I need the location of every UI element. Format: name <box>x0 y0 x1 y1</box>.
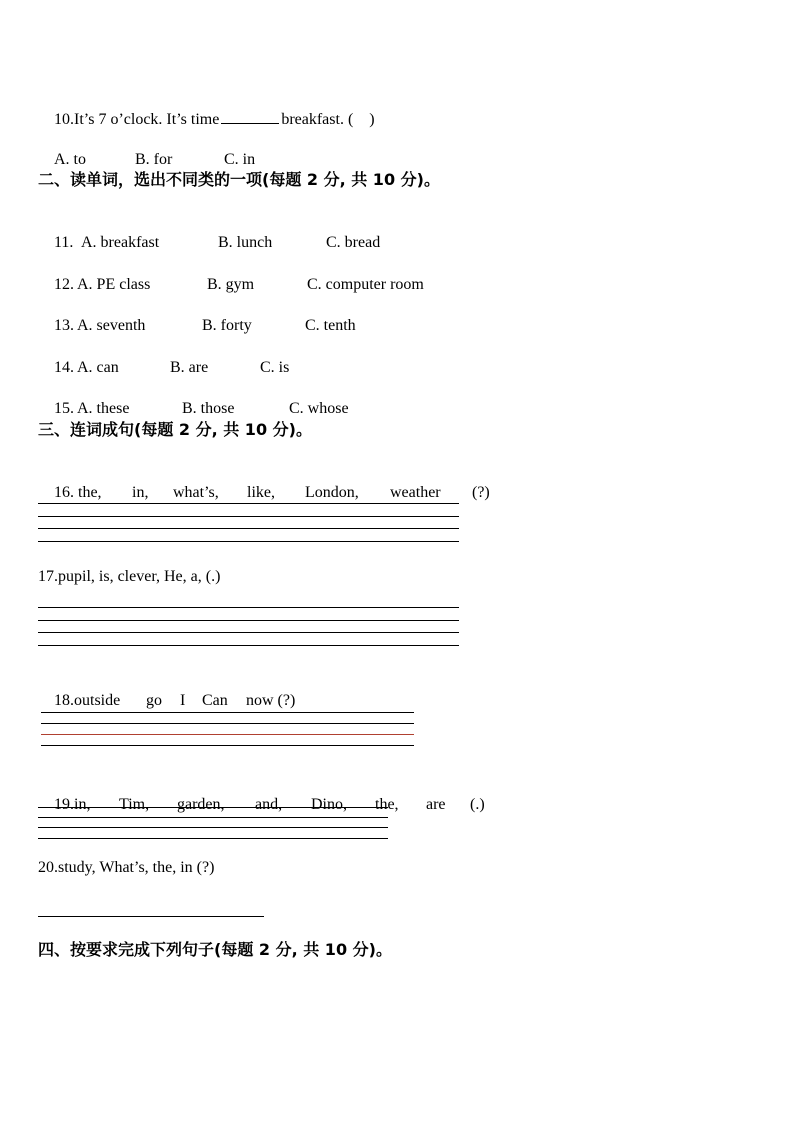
q19-writing-line[interactable] <box>38 817 388 818</box>
q19-word: the, <box>375 796 399 813</box>
q18-word: now (?) <box>246 692 296 709</box>
q10-option-c: C. in <box>224 151 256 168</box>
q18-word: go <box>146 692 162 709</box>
q16-word: in, <box>132 484 149 501</box>
q16-word: like, <box>247 484 275 501</box>
q14-option-c: C. is <box>260 359 290 376</box>
section4-title: 四、按要求完成下列句子(每题 2 分, 共 10 分)。 <box>38 940 392 959</box>
q16-word: London, <box>305 484 359 501</box>
q12-number: 12. <box>54 276 74 293</box>
q16-word: 16. the, <box>54 484 102 501</box>
q18-word: I <box>180 692 186 709</box>
q19-writing-line[interactable] <box>38 807 388 808</box>
q19-word: (.) <box>470 796 485 813</box>
q17-writing-line[interactable] <box>38 620 459 621</box>
q17-writing-line[interactable] <box>38 607 459 608</box>
q13-option-c: C. tenth <box>305 317 356 334</box>
q16-writing-line[interactable] <box>38 541 459 542</box>
q10-answer-blank[interactable] <box>221 108 279 124</box>
q18-writing-line[interactable] <box>41 723 414 724</box>
q11-option-a: A. breakfast <box>81 234 160 251</box>
q13-option-a: A. seventh <box>77 317 146 334</box>
q10-option-a: A. to <box>54 151 86 168</box>
q13-option-b: B. forty <box>202 317 252 334</box>
q17-writing-line[interactable] <box>38 632 459 633</box>
q16-word: (?) <box>472 484 490 501</box>
q19-writing-line[interactable] <box>38 838 388 839</box>
q20-words: 20.study, What’s, the, in (?) <box>38 859 215 876</box>
q11-number: 11. <box>54 234 74 251</box>
q11-option-c: C. bread <box>326 234 381 251</box>
q19-word: Tim, <box>119 796 150 813</box>
section2-title: 二、读单词，选出不同类的一项(每题 2 分, 共 10 分)。 <box>38 170 440 189</box>
q10-option-b: B. for <box>135 151 173 168</box>
q10-stem-before: 10.It’s 7 o’clock. It’s time <box>54 111 220 128</box>
q13-number: 13. <box>54 317 74 334</box>
q16-writing-line[interactable] <box>38 516 459 517</box>
q14-number: 14. <box>54 359 74 376</box>
q19-word: garden, <box>177 796 225 813</box>
q19-word: 19.in, <box>54 796 91 813</box>
q18-word: 18.outside <box>54 692 121 709</box>
q12-option-a: A. PE class <box>77 276 151 293</box>
q11-option-b: B. lunch <box>218 234 273 251</box>
q16-writing-line[interactable] <box>38 528 459 529</box>
q18-writing-line[interactable] <box>41 712 414 713</box>
q18-writing-line[interactable] <box>41 745 414 746</box>
q17-words: 17.pupil, is, clever, He, a, (.) <box>38 568 221 585</box>
q14-option-b: B. are <box>170 359 209 376</box>
q19-writing-line[interactable] <box>38 827 388 828</box>
q16-writing-line[interactable] <box>38 503 459 504</box>
q15-number: 15. <box>54 400 74 417</box>
q19-words <box>38 775 485 835</box>
section3-title: 三、连词成句(每题 2 分, 共 10 分)。 <box>38 420 312 439</box>
q19-word: and, <box>255 796 283 813</box>
q18-writing-line[interactable] <box>41 734 414 735</box>
q14-option-a: A. can <box>77 359 119 376</box>
q15-option-c: C. whose <box>289 400 349 417</box>
q16-words <box>38 463 490 523</box>
q15-option-b: B. those <box>182 400 235 417</box>
q12-option-c: C. computer room <box>307 276 424 293</box>
q19-word: are <box>426 796 446 813</box>
q15-option-a: A. these <box>77 400 130 417</box>
q12-option-b: B. gym <box>207 276 255 293</box>
q18-word: Can <box>202 692 228 709</box>
q17-writing-line[interactable] <box>38 645 459 646</box>
q20-writing-line[interactable] <box>38 916 264 917</box>
q19-word: Dino, <box>311 796 347 813</box>
q18-words <box>38 671 295 731</box>
q16-word: weather <box>390 484 441 501</box>
q10-stem-after: breakfast. ( ) <box>281 111 375 128</box>
q16-word: what’s, <box>173 484 219 501</box>
